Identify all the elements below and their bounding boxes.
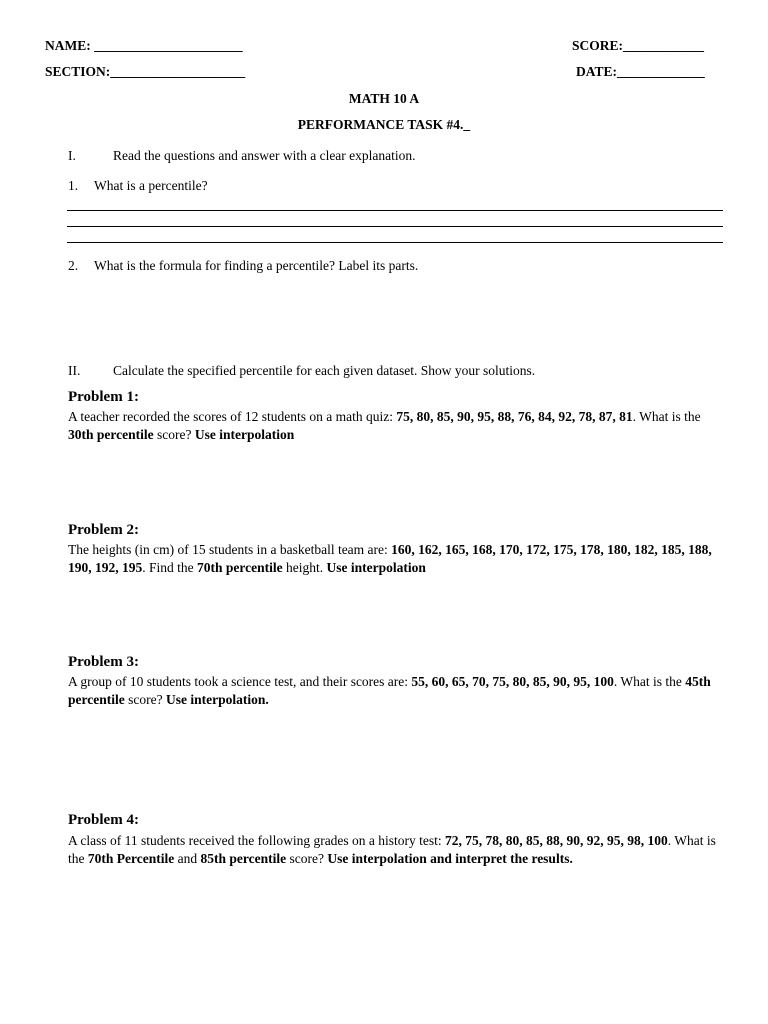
problem3-intro: A group of 10 students took a science test, and their scores are: <box>68 674 412 689</box>
problem4-method: Use interpolation and interpret the results. <box>327 850 573 866</box>
answer-line-2 <box>67 226 723 227</box>
date-blank: _____________ <box>617 64 705 79</box>
course-title: MATH 10 A <box>348 91 420 106</box>
question2-number: 2. <box>68 258 79 273</box>
score-field <box>572 38 704 54</box>
question1-text: What is a percentile? <box>94 178 208 193</box>
problem4-data: 72, 75, 78, 80, 85, 88, 90, 92, 95, 98, 100 <box>445 833 668 848</box>
problem2-data: 160, 162, 165, 168, 170, 172, 175, 178, 180, 182, 185, 188, 190, 192, 195 <box>68 542 712 575</box>
task-title: PERFORMANCE TASK #4._ <box>297 117 471 132</box>
problem2-intro: The heights (in cm) of 15 students in a basketball team are: <box>68 542 392 557</box>
section-field <box>45 64 245 80</box>
problem2-method: Use interpolation <box>326 559 426 575</box>
problem4-intro: A class of 11 students received the following grades on a history test: <box>68 833 446 848</box>
problem1-percentile: 30th percentile <box>68 426 154 442</box>
part2-instruction: Calculate the specified percentile for each given dataset. Show your solutions. <box>113 363 536 378</box>
problem3-text <box>68 673 718 708</box>
name-blank: ______________________ <box>94 38 243 53</box>
problem4-percentile: 70th Percentile <box>87 850 175 866</box>
problem1-after-data: . What is the <box>632 409 701 424</box>
problem4-percentile2: 85th percentile <box>200 850 287 866</box>
problem2-after-data: . Find the <box>142 559 198 575</box>
part1-instruction: Read the questions and answer with a clear explanation. <box>113 148 416 163</box>
problem3-after-data: . What is the <box>613 674 686 689</box>
name-field <box>45 38 243 54</box>
score-blank: ____________ <box>623 38 705 53</box>
problem2-title: Problem 2: <box>68 522 139 538</box>
section-blank: ____________________ <box>110 64 246 79</box>
problem4-title: Problem 4: <box>68 812 139 828</box>
part2-numeral: II. <box>68 363 81 378</box>
score-label: SCORE: <box>572 38 624 53</box>
problem2-mid: height. <box>282 559 327 575</box>
problem1-title: Problem 1: <box>68 389 139 405</box>
problem4-after-data: . What is the <box>68 833 716 866</box>
answer-line-3 <box>67 242 723 243</box>
problem3-data: 55, 60, 65, 70, 75, 80, 85, 90, 95, 100 <box>411 674 614 689</box>
date-field <box>576 64 705 80</box>
part1-numeral: I. <box>68 148 76 163</box>
problem1-intro: A teacher recorded the scores of 12 students on a math quiz: <box>68 409 397 424</box>
answer-line-1 <box>67 210 723 211</box>
problem2-text <box>68 541 718 576</box>
problem4-and: and <box>174 850 201 866</box>
problem3-percentile: 45th percentile <box>68 674 711 707</box>
problem2-percentile: 70th percentile <box>197 559 283 575</box>
date-label: DATE: <box>576 64 618 79</box>
problem1-data: 75, 80, 85, 90, 95, 88, 76, 84, 92, 78, 87, 81 <box>396 409 633 424</box>
problem3-title: Problem 3: <box>68 654 139 670</box>
name-label: NAME: <box>45 38 91 53</box>
problem4-text <box>68 832 718 867</box>
problem1-method: Use interpolation <box>194 426 295 442</box>
problem4-mid: score? <box>286 850 328 866</box>
question2-text: What is the formula for finding a percentile? Label its parts. <box>94 258 419 273</box>
problem3-mid: score? <box>124 691 166 707</box>
problem1-mid: score? <box>153 426 195 442</box>
problem1-text <box>68 408 718 443</box>
section-label: SECTION: <box>45 64 111 79</box>
problem3-method: Use interpolation. <box>165 691 269 707</box>
question1-number: 1. <box>68 178 79 193</box>
